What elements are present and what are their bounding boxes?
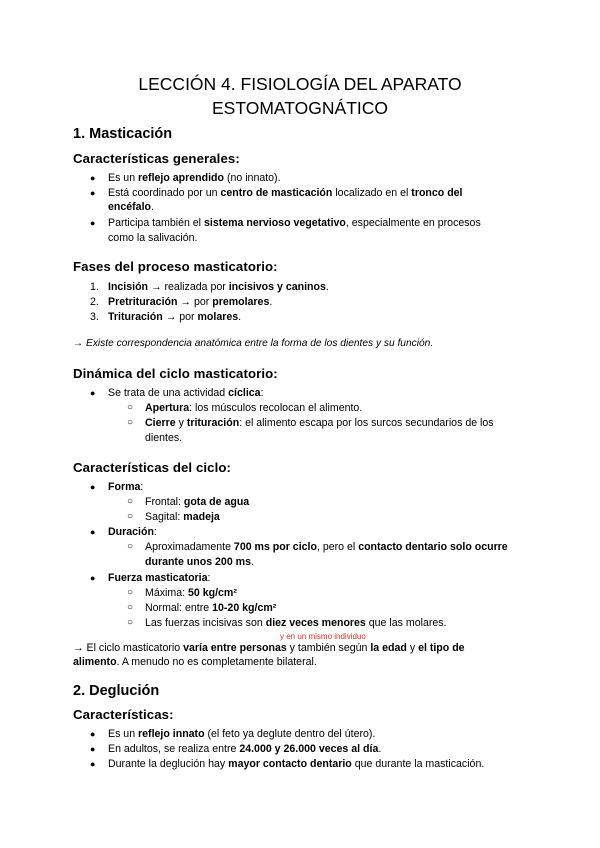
subheading-caracteristicas: Características:: [73, 707, 174, 722]
sub-list-item-continuation: durante unos 200 ms.: [145, 556, 254, 568]
page-title-line-1: LECCIÓN 4. FISIOLOGÍA DEL APARATO: [138, 74, 462, 94]
sub-list-item: Aproximadamente 700 ms por ciclo, pero el contacto dentario solo ocurre: [145, 541, 508, 553]
subheading-dinamica: Dinámica del ciclo masticatorio:: [73, 366, 278, 381]
list-item: En adultos, se realiza entre 24.000 y 26.000 veces al día.: [108, 743, 382, 755]
list-item-continuation: encéfalo.: [108, 201, 154, 213]
sub-list-item: Cierre y trituración: el alimento escapa por los surcos secundarios de los: [145, 417, 494, 429]
circle-bullet-icon: ○: [127, 496, 134, 507]
list-number: 1.: [90, 281, 99, 293]
sub-list-item: Máxima: 50 kg/cm²: [145, 587, 237, 599]
sub-list-item: Apertura: los músculos recolocan el alimento.: [145, 402, 363, 414]
list-item: Está coordinado por un centro de masticación localizado en el tronco del: [108, 187, 463, 199]
sub-list-item: Sagital: madeja: [145, 511, 220, 523]
subheading-ciclo: Características del ciclo:: [73, 460, 231, 475]
circle-bullet-icon: ○: [127, 602, 134, 613]
list-item: Pretrituración → por premolares.: [108, 296, 273, 308]
bullet-icon: ●: [90, 527, 96, 537]
list-item: Participa también el sistema nervioso vegetativo, especialmente en procesos: [108, 217, 481, 229]
bullet-icon: ●: [90, 759, 96, 769]
list-item-continuation: como la salivación.: [108, 232, 198, 244]
conclusion-line-continuation: alimento. A menudo no es completamente bilateral.: [73, 656, 317, 668]
sub-list-item: Normal: entre 10-20 kg/cm²: [145, 602, 277, 614]
circle-bullet-icon: ○: [127, 617, 134, 628]
list-item: Duración:: [108, 526, 157, 538]
bullet-icon: ●: [90, 388, 96, 398]
list-item: Trituración → por molares.: [108, 311, 242, 323]
circle-bullet-icon: ○: [127, 417, 134, 428]
circle-bullet-icon: ○: [127, 541, 134, 552]
subheading-fases: Fases del proceso masticatorio:: [73, 259, 278, 274]
subheading-caracteristicas-generales: Características generales:: [73, 151, 240, 166]
circle-bullet-icon: ○: [127, 511, 134, 522]
list-item: Se trata de una actividad cíclica:: [108, 387, 264, 399]
circle-bullet-icon: ○: [127, 587, 134, 598]
correspondence-note: → Existe correspondencia anatómica entre la forma de los dientes y su función.: [73, 338, 434, 349]
bullet-icon: ●: [90, 573, 96, 583]
list-item: Es un reflejo aprendido (no innato).: [108, 172, 281, 184]
list-item: Forma:: [108, 481, 144, 493]
page-title-line-2: ESTOMATOGNÁTICO: [212, 98, 388, 118]
list-number: 3.: [90, 311, 99, 323]
list-item: Durante la deglución hay mayor contacto dentario que durante la masticación.: [108, 758, 485, 770]
bullet-icon: ●: [90, 482, 96, 492]
bullet-icon: ●: [90, 218, 96, 228]
sub-list-item-continuation: dientes.: [145, 432, 183, 444]
sub-list-item: Las fuerzas incisivas son diez veces menores que las molares.: [145, 617, 447, 629]
section-heading-deglucion: 2. Deglución: [73, 683, 160, 699]
bullet-icon: ●: [90, 173, 96, 183]
list-item: Fuerza masticatoria:: [108, 572, 211, 584]
handwritten-annotation: y en un mismo individuo: [280, 632, 366, 641]
list-number: 2.: [90, 296, 99, 308]
bullet-icon: ●: [90, 744, 96, 754]
bullet-icon: ●: [90, 188, 96, 198]
bullet-icon: ●: [90, 729, 96, 739]
list-item: Es un reflejo innato (el feto ya deglute dentro del útero).: [108, 728, 376, 740]
circle-bullet-icon: ○: [127, 402, 134, 413]
conclusion-line: → El ciclo masticatorio varía entre personas y también según la edad y el tipo de: [73, 642, 465, 654]
list-item: Incisión → realizada por incisivos y caninos.: [108, 281, 329, 293]
sub-list-item: Frontal: gota de agua: [145, 496, 250, 508]
section-heading-masticacion: 1. Masticación: [73, 126, 173, 142]
